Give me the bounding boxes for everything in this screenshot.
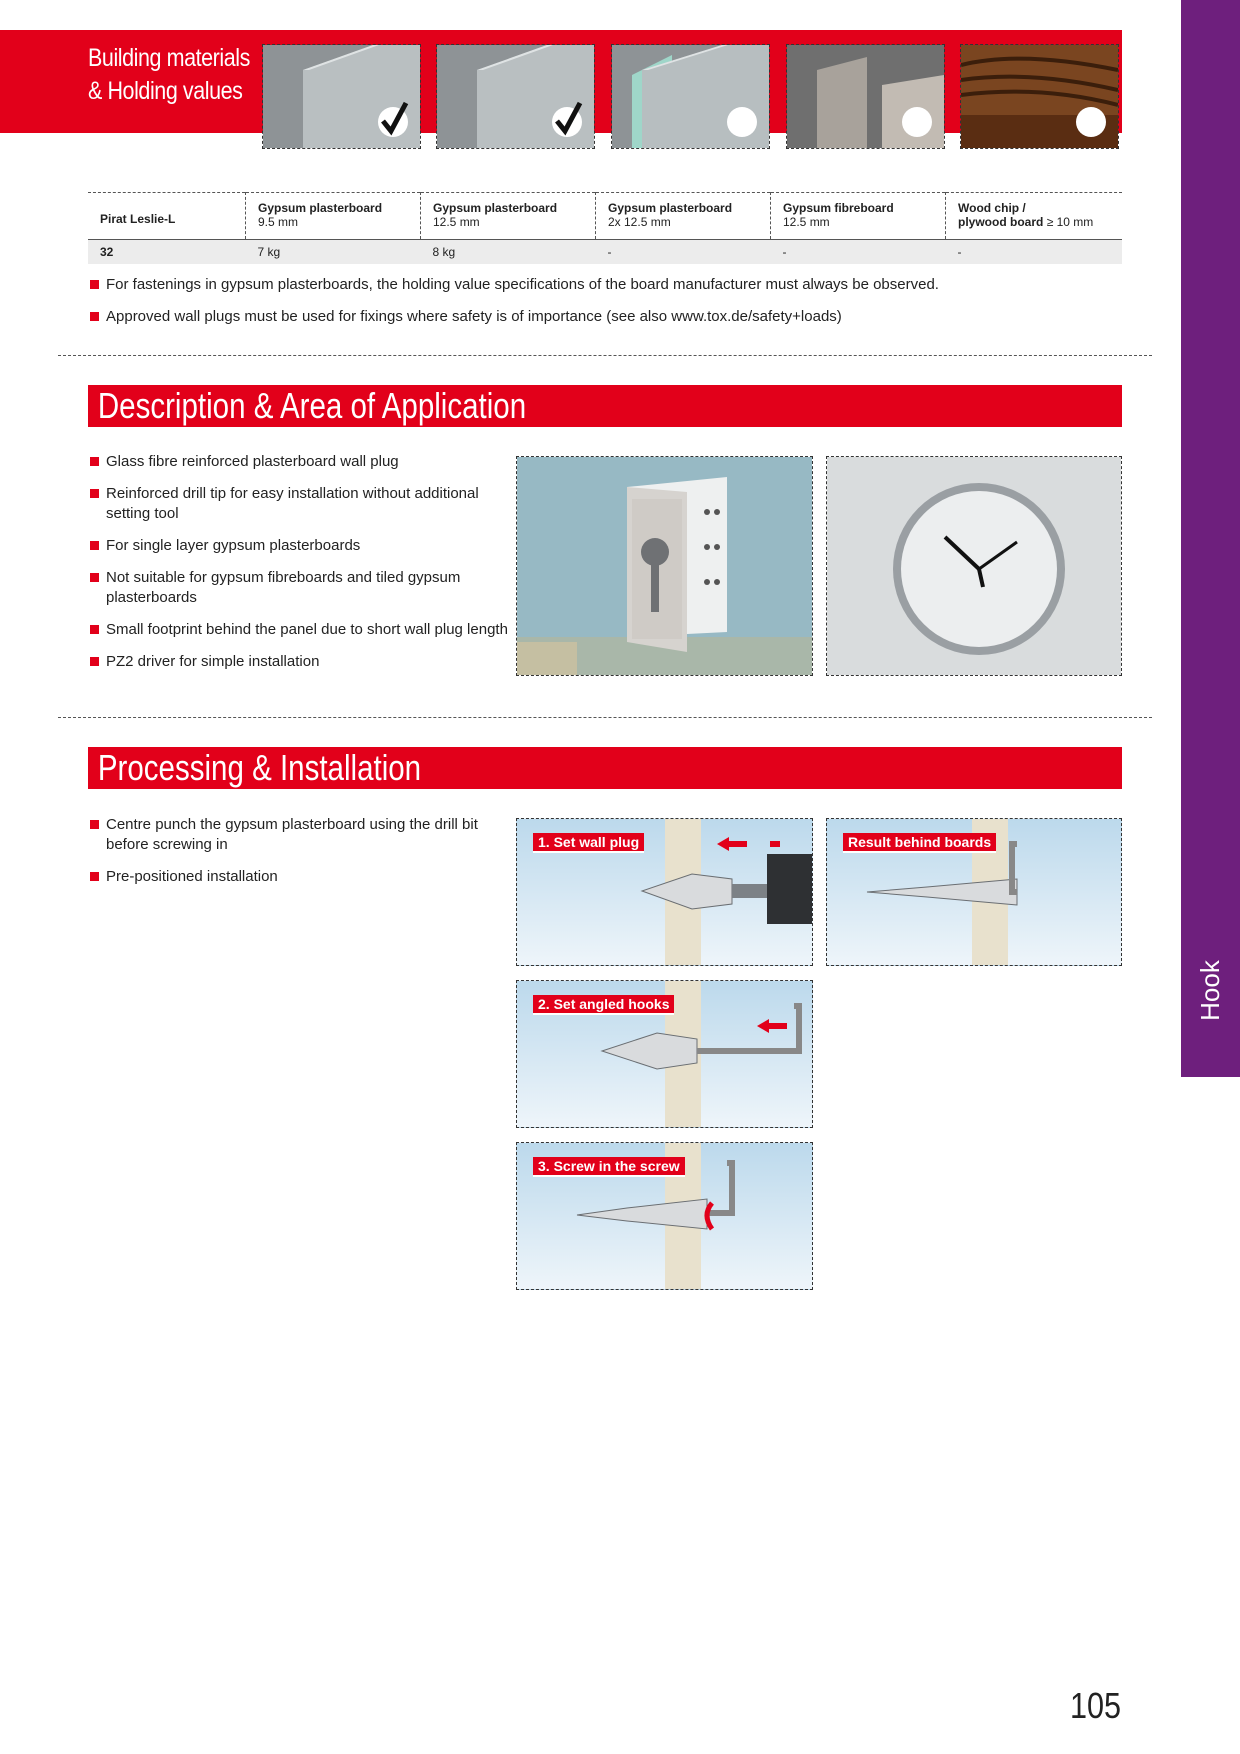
description-section-bar — [88, 385, 1122, 427]
table-row: 32 7 kg 8 kg - - - — [88, 240, 1122, 265]
material-tile-plasterboard-9-5 — [262, 44, 421, 149]
material-tile-plasterboard-12-5 — [436, 44, 595, 149]
list-item: For single layer gypsum plasterboards — [88, 536, 508, 556]
notes-list — [88, 275, 1128, 339]
material-tile-plasterboard-2x — [611, 44, 770, 149]
material-tile-fibreboard — [786, 44, 945, 149]
header-title: Building materials & Holding values — [88, 44, 250, 105]
column-header: Gypsum plasterboard 2x 12.5 mm — [596, 193, 771, 240]
step-screw-in — [516, 1142, 813, 1290]
column-header: Wood chip / plywood board ≥ 10 mm — [958, 201, 1094, 229]
page-number: 105 — [1070, 1685, 1122, 1726]
list-item: Centre punch the gypsum plasterboard using the drill bit before screwing in — [88, 815, 508, 855]
step-set-angled-hooks — [516, 980, 813, 1128]
step-label: 2. Set angled hooks — [533, 995, 674, 1015]
description-list — [88, 452, 508, 684]
step-label: 1. Set wall plug — [533, 833, 644, 853]
step-label: Result behind boards — [843, 833, 996, 853]
processing-section-bar — [88, 747, 1122, 789]
step-label: 3. Screw in the screw — [533, 1157, 685, 1177]
side-tab-label: Hook — [1195, 959, 1226, 1021]
list-item: PZ2 driver for simple installation — [88, 652, 508, 672]
list-item: Glass fibre reinforced plasterboard wall plug — [88, 452, 508, 472]
product-name: Pirat Leslie-L — [88, 193, 246, 240]
step-result — [826, 818, 1122, 966]
column-header: Gypsum plasterboard 12.5 mm — [421, 193, 596, 240]
side-tab — [1181, 0, 1240, 1077]
divider — [58, 717, 1152, 718]
list-item: Small footprint behind the panel due to short wall plug length — [88, 620, 508, 640]
list-item: Pre-positioned installation — [88, 867, 508, 887]
list-item: Approved wall plugs must be used for fixings where safety is of importance (see also www.tox.de/safety+loads) — [88, 307, 1128, 327]
list-item: Reinforced drill tip for easy installation without additional setting tool — [88, 484, 508, 524]
material-tile-wood — [960, 44, 1119, 149]
key-cabinet-photo — [516, 456, 813, 676]
column-header: Gypsum plasterboard 9.5 mm — [246, 193, 421, 240]
processing-list — [88, 815, 508, 899]
description-title: Description & Area of Application — [97, 385, 527, 426]
list-item: Not suitable for gypsum fibreboards and tiled gypsum plasterboards — [88, 568, 508, 608]
clock-photo — [826, 456, 1122, 676]
holding-values-table — [88, 192, 1122, 264]
list-item: For fastenings in gypsum plasterboards, the holding value specifications of the board manufacturer must always be observed. — [88, 275, 1128, 295]
divider — [58, 355, 1152, 356]
processing-title: Processing & Installation — [97, 747, 422, 788]
table-header-row — [88, 193, 1122, 240]
column-header: Gypsum fibreboard 12.5 mm — [771, 193, 946, 240]
step-set-wall-plug — [516, 818, 813, 966]
